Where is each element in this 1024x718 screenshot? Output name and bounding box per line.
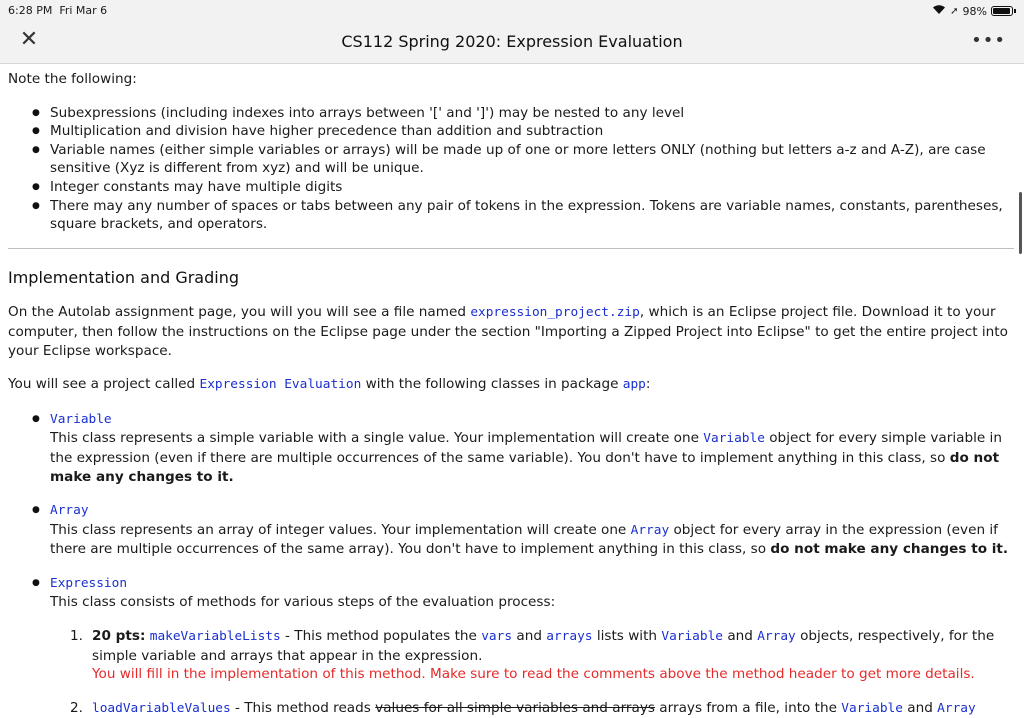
list-item: ● Multiplication and division have higher precedence than addition and subtraction (50, 122, 1014, 141)
autolab-paragraph: On the Autolab assignment page, you will you will see a file named expression_project.zip, which is an Eclipse project file. Download it to your computer, then follow the instructions on the Eclipse page under the section "Importing a Zipped Project into Eclipse" to get the entire project into your Eclipse workspace. (8, 304, 1008, 359)
classes-list (8, 410, 1014, 612)
battery-icon (991, 6, 1013, 16)
status-bar (0, 0, 1024, 20)
note-intro: Note the following: (8, 71, 137, 87)
class-name: Array (50, 503, 89, 519)
class-item-expression: ● Expression This class consists of methods for various steps of the evaluation process: (50, 574, 1014, 612)
list-item: ● Variable names (either simple variables or arrays) will be made up of one or more letters ONLY (nothing but letters a-z and A-Z), are case sensitive (Xyz is different from xyz) and will be unique. (50, 141, 1014, 178)
more-options-icon[interactable]: ••• (971, 30, 1006, 51)
list-item: ● Subexpressions (including indexes into arrays between '[' and ']') may be nested to any level (50, 104, 1014, 123)
document-content (8, 64, 1014, 718)
methods-list (8, 627, 1014, 718)
class-name: Variable (50, 411, 112, 427)
method-instruction: You will fill in the implementation of this method. Make sure to read the comments above the method header to get more details. (92, 666, 975, 683)
location-icon: ➚ (950, 5, 959, 17)
list-item: ● There may any number of spaces or tabs between any pair of tokens in the expression. Tokens are variable names, constants, parentheses, square brackets, and operators. (50, 197, 1014, 234)
scrollbar[interactable] (1019, 192, 1022, 254)
battery-percent: 98% (962, 4, 987, 18)
project-name: Expression Evaluation (199, 377, 362, 393)
nav-bar (0, 20, 1024, 64)
divider (8, 248, 1014, 249)
file-name: expression_project.zip (470, 305, 640, 321)
close-icon[interactable]: ✕ (19, 27, 39, 52)
notes-list (8, 104, 1014, 234)
class-item-array: ● Array This class represents an array of integer values. Your implementation will create one Array object for every array in the expression (even if there are multiple occurrences of the same array). You don't have to implement anything in this class, so do not make any changes to it. (50, 501, 1014, 559)
project-paragraph: You will see a project called Expression Evaluation with the following classes in package app: (8, 376, 651, 393)
section-heading: Implementation and Grading (8, 267, 239, 287)
wifi-icon (932, 4, 946, 18)
status-right (932, 4, 1016, 18)
package-name: app (622, 377, 646, 393)
class-name: Expression (50, 575, 128, 591)
method-item: 1. 20 pts: makeVariableLists - This method populates the vars and arrays lists with Variable and Array objects, respectively, for the simple variable and arrays that appear in the expression. You will fill in the implementation of this method. Make sure to read the comments above the method header to get more details. (70, 628, 995, 683)
class-item-variable: ● Variable This class represents a simple variable with a single value. Your implementation will create one Variable object for every simple variable in the expression (even if there are multiple occurrences of the same variable). You don't have to implement anything in this class, so do not make any changes to it. (50, 410, 1014, 486)
list-item: ● Integer constants may have multiple digits (50, 178, 1014, 197)
status-time-date: 6:28 PM Fri Mar 6 (8, 4, 108, 17)
method-item: 2. loadVariableValues - This method reads values for all simple variables and arrays arrays from a file, into the Variable and Array (70, 699, 976, 716)
page-title: CS112 Spring 2020: Expression Evaluation (341, 32, 683, 51)
